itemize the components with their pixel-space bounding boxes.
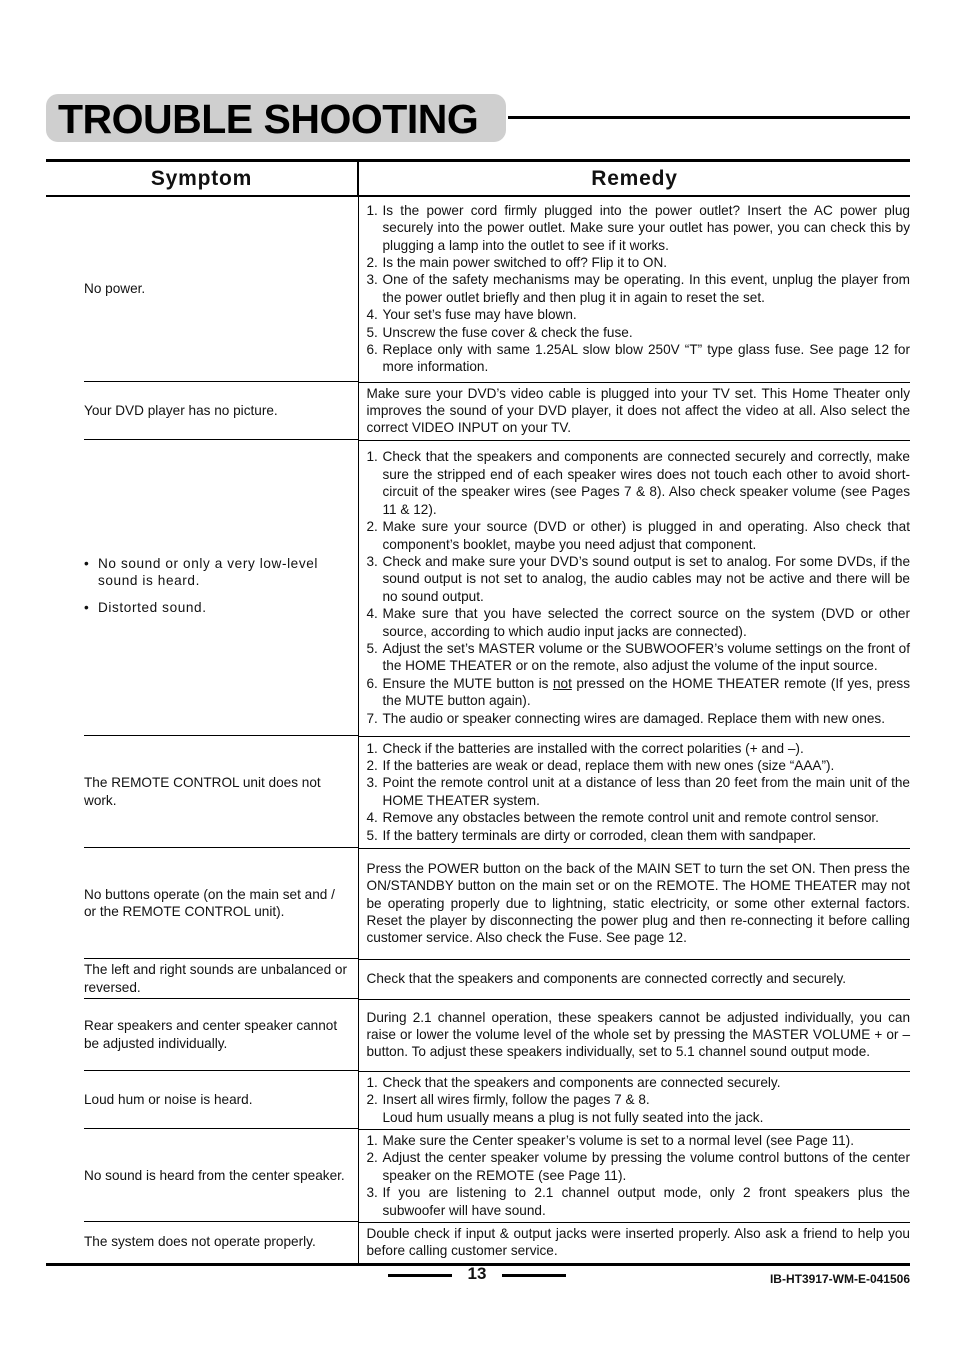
remedy-item: 2. Is the main power switched to off? Flip it to ON.: [366, 254, 668, 270]
symptom-cell: The system does not operate properly.: [46, 1222, 358, 1264]
remedy-item: 7. The audio or speaker connecting wires are damaged. Replace them with new ones.: [366, 710, 885, 726]
remedy-item: Loud hum usually means a plug is not fully seated into the jack.: [382, 1109, 764, 1125]
footer-rule-right: [502, 1274, 566, 1277]
symptom-cell: No power.: [46, 196, 358, 382]
remedy-item: 1. Check that the speakers and components are connected securely.: [366, 1074, 781, 1090]
remedy-item: 4. Make sure that you have selected the correct source on the system (DVD or other source, according to which audio input jacks are connected).: [366, 606, 910, 639]
table-row: [46, 382, 910, 440]
symptom-cell: Rear speakers and center speaker cannot be adjusted individually.: [46, 999, 358, 1071]
table-row: [46, 196, 910, 382]
title-banner: [46, 94, 506, 142]
table-row: [46, 1071, 910, 1129]
remedy-item: 1. Check that the speakers and components are connected securely and correctly, make sure the stripped end of each speaker wires does not touch each other to avoid short-circuit of the speaker wires (see Pages 7 & 8). Also check speaker volume (see Pages 11 & 12).: [366, 449, 910, 517]
table-header-row: [46, 161, 910, 197]
symptom-cell: Your DVD player has no picture.: [46, 382, 358, 440]
remedy-cell: [358, 1129, 910, 1222]
remedy-item: 2. Make sure your source (DVD or other) is plugged in and operating. Also check that component’s booklet, maybe you need adjust that component.: [366, 519, 910, 552]
remedy-item: 3. If you are listening to 2.1 channel output mode, only 2 front speakers plus the subwoofer will have sound.: [366, 1185, 910, 1218]
remedy-cell: [358, 736, 910, 848]
remedy-item: 6. Ensure the MUTE button is not pressed on the HOME THEATER remote (If yes, press the MUTE button again).: [366, 675, 910, 709]
footer-rule-left: [388, 1274, 452, 1277]
page-title: TROUBLE SHOOTING: [58, 96, 479, 142]
document-code: IB-HT3917-WM-E-041506: [769, 1272, 910, 1286]
remedy-cell: [358, 1071, 910, 1129]
symptom-cell: [46, 440, 358, 736]
remedy-item: 3. Point the remote control unit at a distance of less than 20 feet from the main unit of the HOME THEATER system.: [366, 775, 910, 808]
symptom-cell: Loud hum or noise is heard.: [46, 1071, 358, 1129]
remedy-cell: [358, 440, 910, 736]
underlined-word: not: [552, 675, 572, 691]
remedy-cell: During 2.1 channel operation, these speakers cannot be adjusted individually, you can raise or lower the volume level of the whole set by pressing the MASTER VOLUME + or – button. To adjust these speakers individually, set to 5.1 channel sound output mode.: [358, 999, 910, 1071]
page-number: 13: [467, 1264, 487, 1283]
remedy-item: 6. Replace only with same 1.25AL slow blow 250V “T” type glass fuse. See page 12 for more information.: [366, 341, 910, 375]
remedy-cell: Double check if input & output jacks were inserted properly. Also ask a friend to help you before calling customer service.: [358, 1222, 910, 1264]
symptom-cell: No buttons operate (on the main set and / or the REMOTE CONTROL unit).: [46, 848, 358, 959]
troubleshooting-table: [46, 159, 910, 1266]
symptom-bullet: • Distorted sound.: [84, 600, 207, 616]
remedy-item: 1. Check if the batteries are installed with the correct polarities (+ and –).: [366, 740, 804, 756]
remedy-item: 5. If the battery terminals are dirty or corroded, clean them with sandpaper.: [366, 827, 817, 843]
table-row: [46, 848, 910, 959]
remedy-item: 2. Adjust the center speaker volume by pressing the volume control buttons of the center speaker on the REMOTE (see Page 11).: [366, 1150, 910, 1183]
remedy-cell: [358, 196, 910, 382]
remedy-cell: Check that the speakers and components are connected correctly and securely.: [358, 959, 910, 999]
remedy-item: 1. Make sure the Center speaker’s volume is set to a normal level (see Page 11).: [366, 1132, 854, 1148]
symptom-cell: The left and right sounds are unbalanced or reversed.: [46, 959, 358, 999]
remedy-item: 5. Unscrew the fuse cover & check the fuse.: [366, 324, 633, 340]
remedy-item: 5. Adjust the set’s MASTER volume or the SUBWOOFER’s volume settings on the front of the HOME THEATER or on the remote, also adjust the volume of the input source.: [366, 640, 910, 674]
remedy-cell: Press the POWER button on the back of the MAIN SET to turn the set ON. Then press the ON/STANDBY button on the main set or on the REMOTE. The HOME THEATER may not be operating properly due to lightning, static electricity, or some other external factors. Reset the player by disconnecting the power plug and then re-connecting it before calling customer service. Also check the Fuse. See page 12.: [358, 848, 910, 959]
remedy-item: 3. Check and make sure your DVD’s sound output is set to analog. For some DVDs, if the sound output is not set to analog, the audio cables may not be active and there will be no sound output.: [366, 553, 910, 604]
table-row: [46, 736, 910, 848]
table-row: [46, 440, 910, 736]
remedy-header: Remedy: [358, 161, 910, 197]
title-rule: [508, 116, 910, 119]
symptom-cell: The REMOTE CONTROL unit does not work.: [46, 736, 358, 848]
table-row: [46, 959, 910, 999]
remedy-item: 2. Insert all wires firmly, follow the pages 7 & 8.: [366, 1092, 650, 1108]
table-row: [46, 1129, 910, 1222]
remedy-item: 2. If the batteries are weak or dead, replace them with new ones (size “AAA”).: [366, 757, 835, 773]
table-row: [46, 999, 910, 1071]
remedy-item: 4. Remove any obstacles between the remote control unit and remote control sensor.: [366, 810, 879, 826]
symptom-bullet: • No sound or only a very low-level sound is heard.: [84, 555, 319, 589]
remedy-item: 3. One of the safety mechanisms may be operating. In this event, unplug the player from the power outlet briefly and then plug it in again to reset the set.: [366, 272, 910, 305]
remedy-item: 4. Your set’s fuse may have blown.: [366, 307, 577, 323]
symptom-cell: No sound is heard from the center speaker.: [46, 1129, 358, 1222]
remedy-cell: Make sure your DVD’s video cable is plugged into your TV set. This Home Theater only improves the sound of your DVD player, it does not affect the video at all. Also select the correct VIDEO INPUT on your TV.: [358, 382, 910, 440]
symptom-header: Symptom: [46, 161, 358, 197]
remedy-item: 1. Is the power cord firmly plugged into the power outlet? Insert the AC power plug securely into the power outlet. Make sure your outlet has power, you can check this by plugging a lamp into the outlet to see if it works.: [366, 202, 910, 253]
table-row: [46, 1222, 910, 1264]
